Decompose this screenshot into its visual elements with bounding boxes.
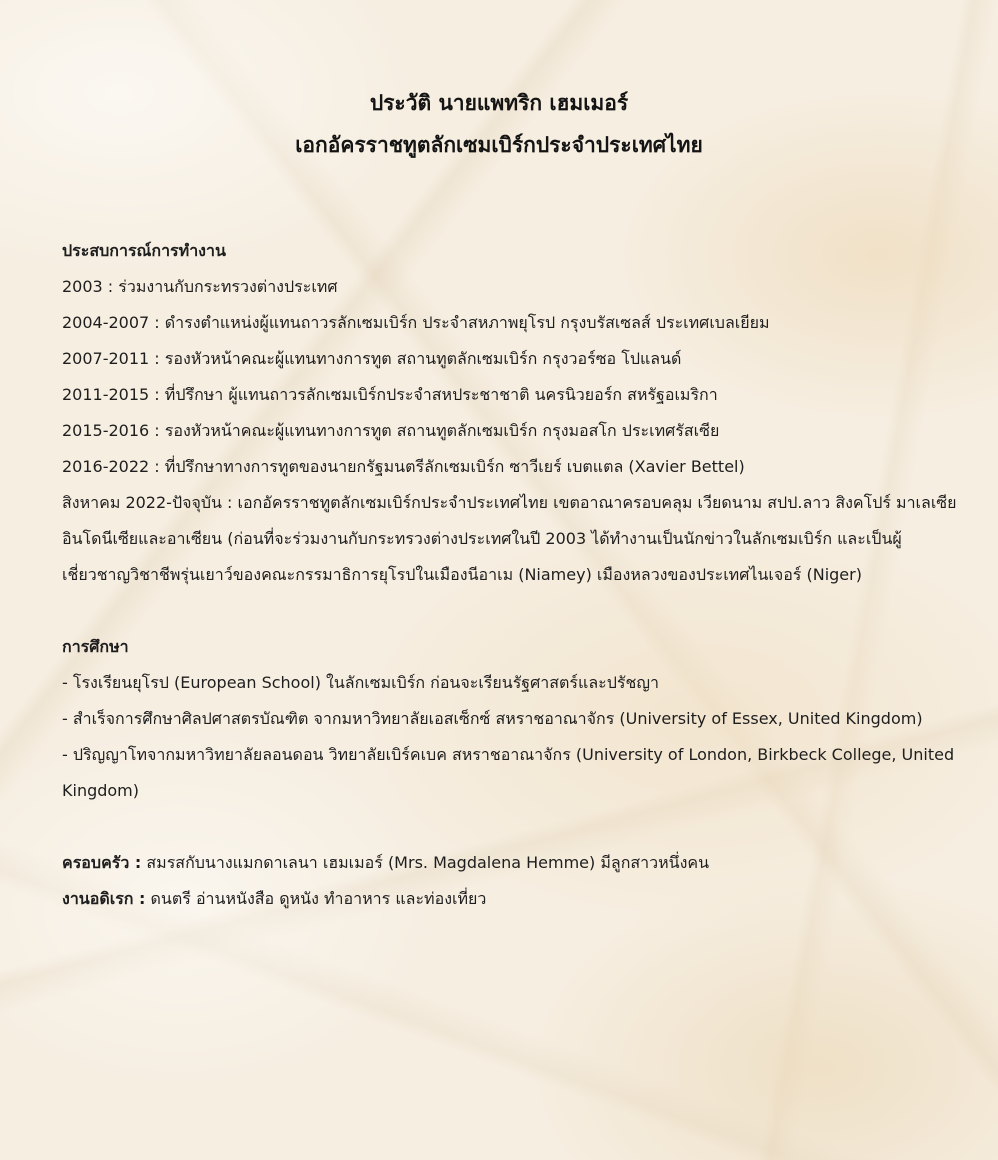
experience-heading: ประสบการณ์การทำงาน — [62, 241, 226, 260]
education-item: - ปริญญาโทจากมหาวิทยาลัยลอนดอน วิทยาลัยเบิร์คเบค สหราชอาณาจักร (University of London, Birkbeck College, United Kingdom) — [62, 745, 955, 800]
hobbies-value: ดนตรี อ่านหนังสือ ดูหนัง ทำอาหาร และท่องเที่ยว — [145, 889, 487, 908]
hobbies-label: งานอดิเรก : — [62, 889, 146, 908]
experience-item: 2007-2011 : รองหัวหน้าคณะผู้แทนทางการทูต สถานทูตลักเซมเบิร์ก กรุงวอร์ซอ โปแลนด์ — [62, 349, 682, 368]
experience-item: 2011-2015 : ที่ปรึกษา ผู้แทนถาวรลักเซมเบิร์กประจำสหประชาชาติ นครนิวยอร์ก สหรัฐอเมริกา — [62, 385, 718, 404]
education-item: - สำเร็จการศึกษาศิลปศาสตรบัณฑิต จากมหาวิทยาลัยเอสเซ็กซ์ สหราชอาณาจักร (University of Essex, United Kingdom) — [62, 709, 923, 728]
experience-item: 2003 : ร่วมงานกับกระทรวงต่างประเทศ — [62, 277, 338, 296]
page-title: ประวัติ นายแพทริก เฮมเมอร์ — [369, 91, 629, 115]
page-subtitle: เอกอัครราชทูตลักเซมเบิร์กประจำประเทศไทย — [295, 133, 703, 157]
experience-item: 2015-2016 : รองหัวหน้าคณะผู้แทนทางการทูต สถานทูตลักเซมเบิร์ก กรุงมอสโก ประเทศรัสเซีย — [62, 421, 720, 440]
family-label: ครอบครัว : — [62, 853, 142, 872]
family-value: สมรสกับนางแมกดาเลนา เฮมเมอร์ (Mrs. Magdalena Hemme) มีลูกสาวหนึ่งคน — [141, 853, 710, 872]
biography-content — [62, 233, 957, 917]
page-header — [0, 82, 998, 166]
experience-item: สิงหาคม 2022-ปัจจุบัน : เอกอัครราชทูตลักเซมเบิร์กประจำประเทศไทย เขตอาณาครอบคลุม เวียดนาม สปป.ลาว สิงคโปร์ มาเลเซีย อินโดนีเซียและอาเซียน (ก่อนที่จะร่วมงานกับกระทรวงต่างประเทศในปี 2003 ได้ทำงานเป็นนักข่าวในลักเซมเบิร์ก และเป็นผู้เชี่ยวชาญวิชาชีพรุ่นเยาว์ของคณะกรรมาธิการยุโรปในเมืองนีอาเม (Niamey) เมืองหลวงของประเทศไนเจอร์ (Niger) — [62, 493, 957, 584]
hobbies-row — [62, 881, 957, 917]
education-heading: การศึกษา — [62, 637, 129, 656]
section-spacer — [62, 593, 957, 629]
experience-item: 2016-2022 : ที่ปรึกษาทางการทูตของนายกรัฐมนตรีลักเซมเบิร์ก ซาวีเยร์ เบตแตล (Xavier Bettel) — [62, 457, 745, 476]
family-row — [62, 845, 957, 881]
section-spacer — [62, 809, 957, 845]
experience-item: 2004-2007 : ดำรงตำแหน่งผู้แทนถาวรลักเซมเบิร์ก ประจำสหภาพยุโรป กรุงบรัสเซลส์ ประเทศเบลเยียม — [62, 313, 770, 332]
education-item: - โรงเรียนยุโรป (European School) ในลักเซมเบิร์ก ก่อนจะเรียนรัฐศาสตร์และปรัชญา — [62, 673, 659, 692]
